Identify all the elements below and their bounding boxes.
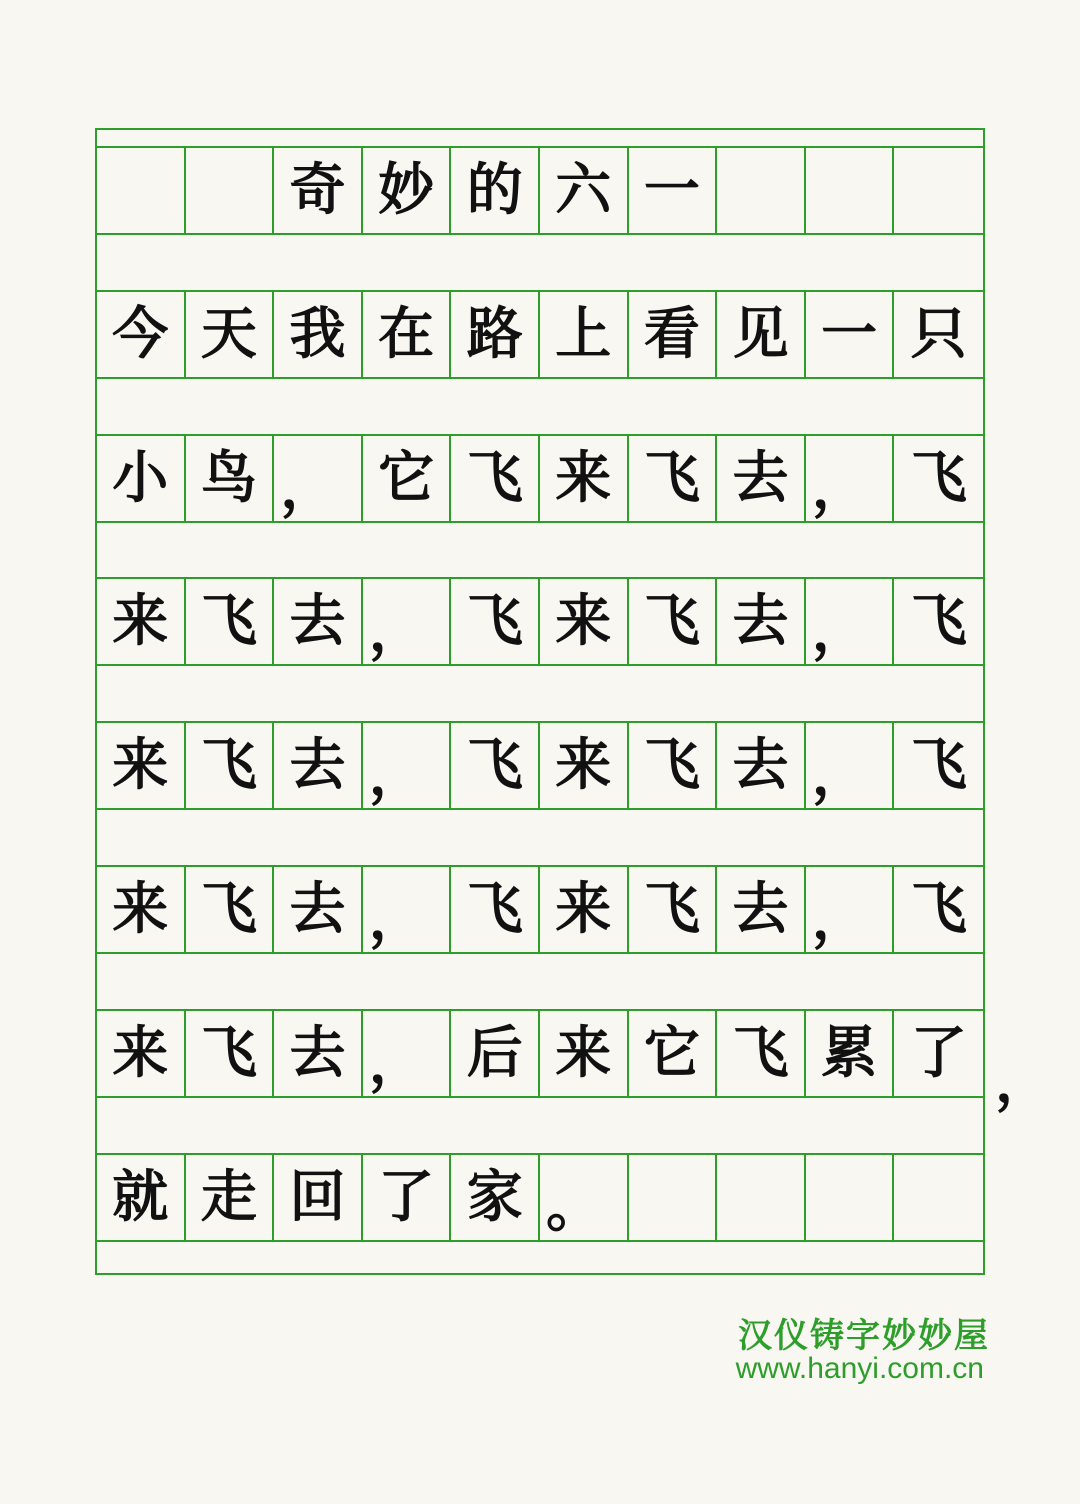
text-row <box>97 434 983 523</box>
title-row <box>97 146 983 235</box>
grid-cell: 去 <box>717 579 806 664</box>
grid-cell: 天 <box>186 292 275 377</box>
grid-cell: 路 <box>451 292 540 377</box>
grid-cell: 。 <box>540 1155 629 1240</box>
grid-cell: 飞 <box>451 723 540 808</box>
grid-cell: 了 <box>910 1020 967 1086</box>
grid-cell: ， <box>363 579 452 664</box>
grid-cell: 它 <box>629 1011 718 1096</box>
text-row <box>97 1153 983 1242</box>
grid-cell: 去 <box>717 723 806 808</box>
grid-cell: 飞 <box>910 588 967 654</box>
grid-cell: 来 <box>540 867 629 952</box>
grid-cell: 来 <box>540 1011 629 1096</box>
grid-cell: 飞 <box>910 876 967 942</box>
grid-cell: 家 <box>451 1155 540 1240</box>
grid-cell: 飞 <box>186 1011 275 1096</box>
brand-url[interactable]: www.hanyi.com.cn <box>735 1352 984 1385</box>
grid-cell: 去 <box>274 579 363 664</box>
grid-cell: 飞 <box>629 867 718 952</box>
grid-cell: ， <box>806 723 895 808</box>
grid-cell: ， <box>274 436 363 521</box>
grid-cell: 飞 <box>910 732 967 798</box>
text-row <box>97 290 983 379</box>
overflow-comma: ， <box>995 1050 1051 1115</box>
grid-cell: 上 <box>540 292 629 377</box>
grid-cell: 去 <box>717 436 806 521</box>
grid-cell: ， <box>806 867 895 952</box>
writing-grid-sheet <box>95 128 985 1275</box>
grid-cell: 去 <box>717 867 806 952</box>
grid-cell: ， <box>806 579 895 664</box>
grid-cell: 飞 <box>186 867 275 952</box>
title-cell: 六 <box>540 148 629 233</box>
grid-cell: 累 <box>806 1011 895 1096</box>
grid-cell <box>894 1155 983 1240</box>
grid-cell: 见 <box>717 292 806 377</box>
grid-cell: 飞 <box>910 445 967 511</box>
grid-cell: 飞 <box>629 436 718 521</box>
grid-cell: 我 <box>274 292 363 377</box>
title-cell: 一 <box>629 148 718 233</box>
grid-cell: 飞 <box>717 1011 806 1096</box>
grid-cell <box>717 1155 806 1240</box>
grid-cell: 在 <box>363 292 452 377</box>
grid-cell: 来 <box>540 579 629 664</box>
grid-cell: 鸟 <box>186 436 275 521</box>
grid-cell: 来 <box>97 1011 186 1096</box>
grid-cell: 今 <box>97 292 186 377</box>
grid-cell: 来 <box>97 579 186 664</box>
grid-cell: 走 <box>186 1155 275 1240</box>
grid-cell: 来 <box>97 723 186 808</box>
grid-cell: 一 <box>806 292 895 377</box>
grid-cell: 去 <box>274 867 363 952</box>
grid-cell: 看 <box>629 292 718 377</box>
grid-cell: 来 <box>540 436 629 521</box>
grid-cell: 飞 <box>451 579 540 664</box>
grid-cell: 后 <box>451 1011 540 1096</box>
grid-cell: 它 <box>363 436 452 521</box>
text-row <box>97 721 983 810</box>
grid-cell: 飞 <box>186 579 275 664</box>
grid-cell: 了 <box>363 1155 452 1240</box>
text-row <box>97 865 983 954</box>
text-row <box>97 1009 983 1098</box>
title-cell <box>717 148 806 233</box>
grid-cell: 飞 <box>186 723 275 808</box>
grid-cell: 飞 <box>451 436 540 521</box>
grid-cell: 去 <box>274 1011 363 1096</box>
grid-cell: ， <box>363 867 452 952</box>
title-cell <box>186 148 275 233</box>
grid-cell: 来 <box>540 723 629 808</box>
grid-cell: ， <box>363 723 452 808</box>
title-cell <box>97 148 186 233</box>
grid-cell: 飞 <box>629 723 718 808</box>
grid-cell: 飞 <box>451 867 540 952</box>
grid-cell: ， <box>806 436 895 521</box>
grid-cell: 去 <box>274 723 363 808</box>
grid-cell <box>629 1155 718 1240</box>
grid-cell: 飞 <box>629 579 718 664</box>
grid-cell: 来 <box>97 867 186 952</box>
title-cell <box>894 148 983 233</box>
grid-cell: 回 <box>274 1155 363 1240</box>
brand-name: 汉仪铸字妙妙屋 <box>738 1316 990 1356</box>
text-row <box>97 577 983 666</box>
title-cell: 妙 <box>363 148 452 233</box>
grid-cell: ， <box>363 1011 452 1096</box>
grid-cell: 就 <box>97 1155 186 1240</box>
grid-cell <box>806 1155 895 1240</box>
grid-cell: 小 <box>97 436 186 521</box>
title-cell: 奇 <box>274 148 363 233</box>
title-cell: 的 <box>451 148 540 233</box>
title-cell <box>806 148 895 233</box>
grid-cell: 只 <box>910 301 967 367</box>
